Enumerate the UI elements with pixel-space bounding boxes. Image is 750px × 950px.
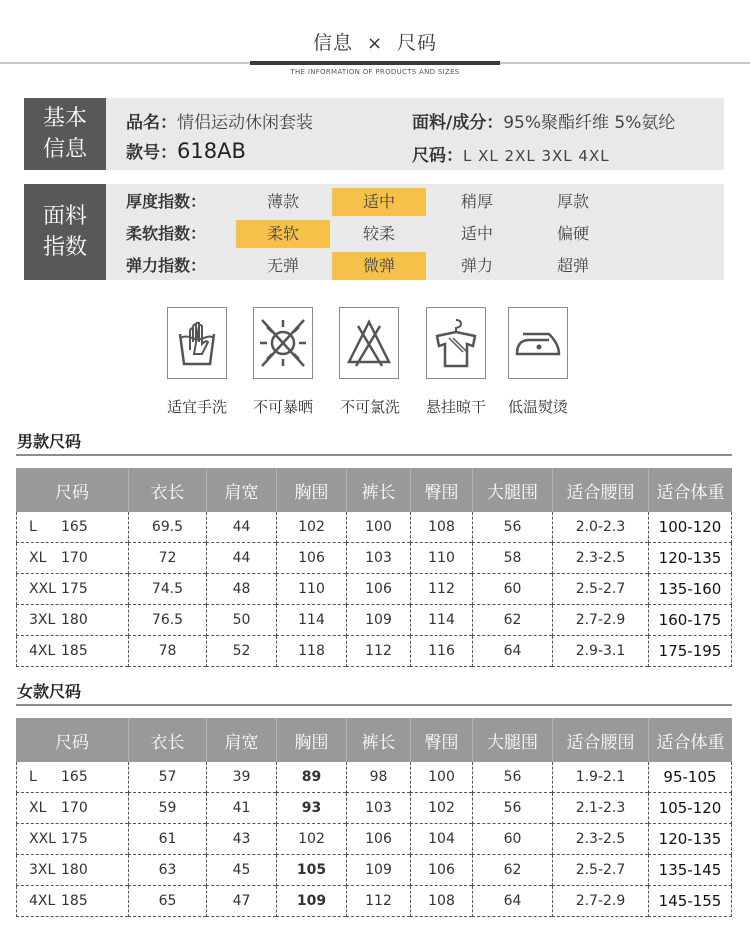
- table-cell: 50: [206, 605, 276, 636]
- table-cell: 175-195: [648, 636, 732, 667]
- size-code: XL: [29, 800, 47, 816]
- table-cell: 102: [410, 793, 472, 824]
- women-size-title: 女款尺码: [17, 682, 82, 701]
- column-header: 肩宽: [206, 468, 276, 512]
- table-cell: 2.5-2.7: [552, 855, 648, 886]
- table-cell: 39: [206, 762, 276, 793]
- column-header: 衣长: [128, 718, 206, 762]
- fabric-index-row: [106, 252, 724, 284]
- table-cell: 2.9-3.1: [552, 636, 648, 667]
- table-cell: 109: [346, 855, 410, 886]
- table-cell: 57: [128, 762, 206, 793]
- table-cell: 64: [472, 636, 552, 667]
- care-label-no-sun: 不可暴晒: [252, 398, 313, 416]
- table-cell: 112: [410, 574, 472, 605]
- size-cell: [16, 605, 128, 636]
- table-cell: 102: [276, 824, 346, 855]
- care-label-no-bleach: 不可氯洗: [339, 398, 400, 416]
- size-height: 180: [61, 862, 88, 878]
- table-cell: 2.3-2.5: [552, 824, 648, 855]
- table-cell: 2.5-2.7: [552, 574, 648, 605]
- table-cell: 56: [472, 762, 552, 793]
- fabric-index-option: 适中: [460, 224, 493, 243]
- page-subtitle: THE INFORMATION OF PRODUCTS AND SIZES: [290, 68, 460, 76]
- table-cell: 109: [276, 886, 346, 917]
- column-header: 适合腰围: [552, 718, 648, 762]
- table-cell: 63: [128, 855, 206, 886]
- table-row: [16, 824, 732, 855]
- size-code: L: [29, 769, 37, 785]
- product-name-key: 品名：: [126, 113, 177, 133]
- table-cell: 106: [346, 824, 410, 855]
- table-cell: 47: [206, 886, 276, 917]
- care-label-hang-dry: 悬挂晾干: [425, 398, 486, 416]
- table-cell: 52: [206, 636, 276, 667]
- column-header: 臀围: [410, 718, 472, 762]
- table-cell: 102: [276, 512, 346, 543]
- size-code: XXL: [29, 831, 56, 847]
- table-cell: 120-135: [648, 543, 732, 574]
- table-cell: 108: [410, 512, 472, 543]
- table-cell: 118: [276, 636, 346, 667]
- table-cell: 41: [206, 793, 276, 824]
- table-cell: 61: [128, 824, 206, 855]
- fabric-index-option: 微弹: [332, 252, 426, 280]
- table-cell: 103: [346, 543, 410, 574]
- column-header: 适合腰围: [552, 468, 648, 512]
- table-cell: 2.0-2.3: [552, 512, 648, 543]
- table-cell: 105: [276, 855, 346, 886]
- table-cell: 56: [472, 793, 552, 824]
- table-cell: 160-175: [648, 605, 732, 636]
- table-cell: 112: [346, 636, 410, 667]
- fabric-label-line2: 指数: [42, 235, 87, 260]
- size-code: 4XL: [29, 893, 56, 909]
- men-size-table: [16, 468, 732, 667]
- fabric-value: 95%聚酯纤维 5%氨纶: [503, 113, 676, 133]
- table-cell: 2.1-2.3: [552, 793, 648, 824]
- table-cell: 106: [276, 543, 346, 574]
- fabric-index-key: 厚度指数：: [126, 192, 207, 211]
- column-header: 大腿围: [472, 468, 552, 512]
- fabric-index-option: 柔软: [236, 220, 330, 248]
- table-cell: 98: [346, 762, 410, 793]
- table-cell: 44: [206, 543, 276, 574]
- fabric-index-row: [106, 188, 724, 220]
- table-cell: 106: [410, 855, 472, 886]
- size-range-value: L XL 2XL 3XL 4XL: [463, 147, 610, 165]
- column-header: 适合体重: [648, 468, 732, 512]
- table-cell: 78: [128, 636, 206, 667]
- table-cell: 44: [206, 512, 276, 543]
- column-header: 尺码: [16, 718, 128, 762]
- fabric-index-option: 稍厚: [460, 192, 493, 211]
- column-header: 肩宽: [206, 718, 276, 762]
- table-cell: 45: [206, 855, 276, 886]
- size-cell: [16, 574, 128, 605]
- low-iron-icon: [508, 307, 568, 379]
- size-height: 170: [61, 550, 88, 566]
- table-cell: 145-155: [648, 886, 732, 917]
- table-row: [16, 636, 732, 667]
- size-cell: [16, 543, 128, 574]
- table-row: [16, 605, 732, 636]
- table-cell: 69.5: [128, 512, 206, 543]
- column-header: 胸围: [276, 468, 346, 512]
- size-cell: [16, 855, 128, 886]
- table-row: [16, 793, 732, 824]
- size-cell: [16, 636, 128, 667]
- table-cell: 62: [472, 605, 552, 636]
- table-cell: 135-145: [648, 855, 732, 886]
- table-cell: 76.5: [128, 605, 206, 636]
- table-cell: 60: [472, 574, 552, 605]
- care-label-low-iron: 低温熨烫: [507, 398, 568, 416]
- size-code: 4XL: [29, 643, 56, 659]
- size-height: 165: [61, 769, 88, 785]
- table-cell: 112: [346, 886, 410, 917]
- fabric-index-label: [24, 184, 106, 280]
- table-cell: 60: [472, 824, 552, 855]
- table-cell: 65: [128, 886, 206, 917]
- table-cell: 89: [276, 762, 346, 793]
- fabric-composition: [412, 108, 675, 133]
- care-label-hand-wash: 适宜手洗: [166, 398, 227, 416]
- fabric-index-key: 柔软指数：: [126, 224, 207, 243]
- basic-label-line1: 基本: [42, 106, 87, 131]
- column-header: 裤长: [346, 468, 410, 512]
- size-code: L: [29, 519, 37, 535]
- fabric-index-option: 弹力: [460, 256, 493, 275]
- size-cell: [16, 793, 128, 824]
- men-section-divider: [16, 454, 732, 456]
- table-cell: 56: [472, 512, 552, 543]
- table-cell: 43: [206, 824, 276, 855]
- table-cell: 64: [472, 886, 552, 917]
- table-row: [16, 886, 732, 917]
- column-header: 裤长: [346, 718, 410, 762]
- table-cell: 62: [472, 855, 552, 886]
- table-cell: 100: [346, 512, 410, 543]
- table-cell: 120-135: [648, 824, 732, 855]
- size-height: 185: [61, 893, 88, 909]
- size-cell: [16, 824, 128, 855]
- title-size: 尺码: [397, 32, 438, 54]
- basic-info-label: [24, 98, 106, 170]
- column-header: 尺码: [16, 468, 128, 512]
- table-cell: 103: [346, 793, 410, 824]
- title-info: 信息: [312, 32, 353, 54]
- table-row: [16, 574, 732, 605]
- fabric-index-rows: [106, 188, 724, 284]
- table-row: [16, 855, 732, 886]
- column-header: 适合体重: [648, 718, 732, 762]
- size-height: 175: [61, 831, 88, 847]
- table-cell: 100-120: [648, 512, 732, 543]
- table-cell: 108: [410, 886, 472, 917]
- table-cell: 100: [410, 762, 472, 793]
- size-height: 165: [61, 519, 88, 535]
- product-name-value: 情侣运动休闲套装: [177, 113, 313, 133]
- table-cell: 106: [346, 574, 410, 605]
- size-height: 180: [61, 612, 88, 628]
- hang-dry-icon: [426, 307, 486, 379]
- table-cell: 116: [410, 636, 472, 667]
- style-number-value: 618AB: [177, 139, 246, 163]
- fabric-index-option: 较柔: [362, 224, 395, 243]
- table-row: [16, 762, 732, 793]
- table-row: [16, 512, 732, 543]
- size-code: 3XL: [29, 612, 56, 628]
- no-sun-dry-icon: [253, 307, 313, 379]
- size-range-key: 尺码：: [412, 146, 463, 166]
- table-cell: 104: [410, 824, 472, 855]
- size-range: [412, 141, 610, 166]
- fabric-index-option: 适中: [332, 188, 426, 216]
- size-height: 185: [61, 643, 88, 659]
- product-name: [126, 108, 313, 133]
- size-cell: [16, 762, 128, 793]
- women-size-table: [16, 718, 732, 917]
- no-bleach-icon: [339, 307, 399, 379]
- table-cell: 59: [128, 793, 206, 824]
- women-section-divider: [16, 704, 732, 706]
- table-cell: 110: [410, 543, 472, 574]
- table-cell: 95-105: [648, 762, 732, 793]
- column-header: 胸围: [276, 718, 346, 762]
- size-code: XXL: [29, 581, 56, 597]
- fabric-index-option: 薄款: [266, 192, 299, 211]
- table-cell: 2.3-2.5: [552, 543, 648, 574]
- size-cell: [16, 512, 128, 543]
- fabric-index-option: 无弹: [266, 256, 299, 275]
- table-row: [16, 543, 732, 574]
- table-cell: 110: [276, 574, 346, 605]
- fabric-index-option: 厚款: [556, 192, 589, 211]
- table-cell: 114: [276, 605, 346, 636]
- table-cell: 93: [276, 793, 346, 824]
- header-accent-bar: [250, 61, 500, 65]
- table-cell: 109: [346, 605, 410, 636]
- table-cell: 74.5: [128, 574, 206, 605]
- table-cell: 48: [206, 574, 276, 605]
- table-cell: 114: [410, 605, 472, 636]
- fabric-index-option: 超弹: [556, 256, 589, 275]
- table-cell: 72: [128, 543, 206, 574]
- size-code: 3XL: [29, 862, 56, 878]
- table-cell: 58: [472, 543, 552, 574]
- title-separator: ×: [366, 33, 384, 54]
- column-header: 大腿围: [472, 718, 552, 762]
- basic-label-line2: 信息: [42, 137, 87, 162]
- table-cell: 105-120: [648, 793, 732, 824]
- table-cell: 1.9-2.1: [552, 762, 648, 793]
- fabric-key: 面料/成分：: [412, 113, 504, 133]
- style-number: [126, 138, 246, 163]
- style-number-key: 款号：: [126, 143, 177, 163]
- column-header: 衣长: [128, 468, 206, 512]
- size-height: 170: [61, 800, 88, 816]
- fabric-index-key: 弹力指数：: [126, 256, 207, 275]
- fabric-label-line1: 面料: [42, 204, 87, 229]
- fabric-index-option: 偏硬: [556, 224, 589, 243]
- table-cell: 135-160: [648, 574, 732, 605]
- page-title: [0, 28, 750, 55]
- size-code: XL: [29, 550, 47, 566]
- men-size-title: 男款尺码: [17, 432, 82, 451]
- size-cell: [16, 886, 128, 917]
- table-cell: 2.7-2.9: [552, 605, 648, 636]
- fabric-index-row: [106, 220, 724, 252]
- table-cell: 2.7-2.9: [552, 886, 648, 917]
- size-height: 175: [61, 581, 88, 597]
- hand-wash-icon: [167, 307, 227, 379]
- column-header: 臀围: [410, 468, 472, 512]
